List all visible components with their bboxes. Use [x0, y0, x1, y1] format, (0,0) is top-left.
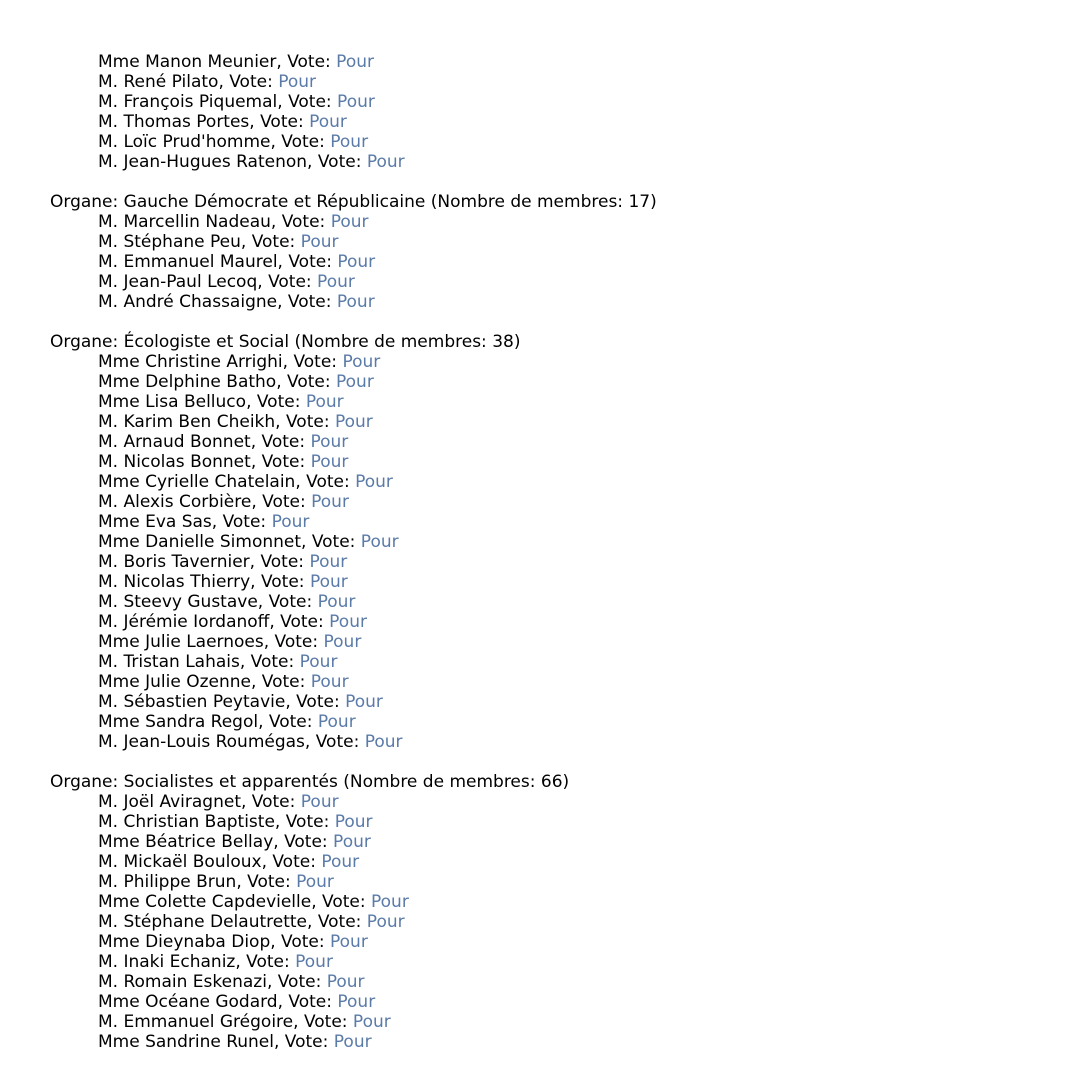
- organe-block: [50, 52, 657, 172]
- member-name: M. Marcellin Nadeau: [98, 212, 271, 232]
- vote-prefix: , Vote:: [250, 672, 311, 692]
- organe-header: [50, 332, 657, 352]
- organe-header: [50, 772, 657, 792]
- vote-prefix: , Vote:: [277, 292, 337, 312]
- member-name: M. Romain Eskenazi: [98, 972, 267, 992]
- vote-value: Pour: [295, 952, 333, 972]
- member-name: Mme Cyrielle Chatelain: [98, 472, 296, 492]
- vote-value: Pour: [278, 72, 317, 92]
- member-row: [50, 972, 657, 992]
- vote-prefix: , Vote:: [270, 932, 331, 952]
- member-row: [50, 1012, 657, 1032]
- member-name: M. Jean-Paul Lecoq: [98, 272, 258, 292]
- member-row: [50, 852, 657, 872]
- vote-value: Pour: [336, 372, 374, 392]
- vote-value: Pour: [317, 712, 356, 732]
- member-row: [50, 392, 657, 412]
- member-row: [50, 472, 657, 492]
- member-row: [50, 52, 657, 72]
- vote-value: Pour: [326, 972, 365, 992]
- vote-prefix: , Vote:: [263, 632, 324, 652]
- member-row: [50, 672, 657, 692]
- vote-value: Pour: [309, 112, 347, 132]
- vote-prefix: , Vote:: [307, 912, 367, 932]
- vote-value: Pour: [310, 432, 349, 452]
- organe-prefix: Organe:: [50, 332, 124, 352]
- member-row: [50, 592, 657, 612]
- vote-value: Pour: [305, 392, 344, 412]
- member-name: M. Jean-Hugues Ratenon: [98, 152, 308, 172]
- member-name: M. Jérémie Iordanoff: [98, 612, 270, 632]
- member-row: [50, 712, 657, 732]
- member-name: M. Arnaud Bonnet: [98, 432, 251, 452]
- member-name: M. Sébastien Peytavie: [98, 692, 286, 712]
- organe-block: [50, 772, 657, 1052]
- organe-prefix: Organe:: [50, 772, 124, 792]
- vote-prefix: , Vote:: [277, 92, 338, 112]
- member-name: M. Nicolas Thierry: [98, 572, 251, 592]
- vote-value: Pour: [334, 412, 373, 432]
- member-name: Mme Julie Ozenne: [98, 672, 251, 692]
- member-name: M. Thomas Portes: [98, 112, 250, 132]
- organe-name: Socialistes et apparentés: [123, 772, 338, 792]
- member-row: [50, 792, 657, 812]
- member-name: Mme Océane Godard: [98, 992, 278, 1012]
- vote-value: Pour: [345, 692, 383, 712]
- member-name: Mme Julie Laernoes: [98, 632, 264, 652]
- member-name: Mme Béatrice Bellay: [98, 832, 274, 852]
- member-name: Mme Christine Arrighi: [98, 352, 283, 372]
- organe-name: Gauche Démocrate et Républicaine: [123, 192, 426, 212]
- vote-prefix: , Vote:: [249, 552, 310, 572]
- member-name: M. Inaki Echaniz: [98, 952, 236, 972]
- member-row: [50, 832, 657, 852]
- member-row: [50, 152, 657, 172]
- vote-prefix: , Vote:: [301, 532, 361, 552]
- vote-prefix: , Vote:: [251, 492, 312, 512]
- vote-value: Pour: [371, 892, 409, 912]
- member-count: 17: [628, 192, 651, 212]
- member-row: [50, 72, 657, 92]
- vote-prefix: , Vote:: [218, 72, 279, 92]
- vote-prefix: , Vote:: [273, 832, 334, 852]
- vote-prefix: , Vote:: [277, 992, 338, 1012]
- vote-value: Pour: [337, 992, 376, 1012]
- vote-value: Pour: [360, 532, 399, 552]
- vote-value: Pour: [366, 912, 405, 932]
- member-row: [50, 272, 657, 292]
- member-name: M. Alexis Corbière: [98, 492, 252, 512]
- vote-prefix: , Vote:: [235, 952, 296, 972]
- vote-prefix: , Vote:: [257, 592, 318, 612]
- vote-value: Pour: [352, 1012, 391, 1032]
- members-prefix: (Nombre de membres:: [289, 332, 493, 352]
- member-row: [50, 112, 657, 132]
- vote-value: Pour: [300, 792, 339, 812]
- member-row: [50, 492, 657, 512]
- member-row: [50, 1032, 657, 1052]
- members-suffix: ): [650, 192, 657, 212]
- member-row: [50, 352, 657, 372]
- vote-value: Pour: [310, 452, 349, 472]
- member-name: M. Jean-Louis Roumégas: [98, 732, 305, 752]
- member-row: [50, 552, 657, 572]
- vote-value: Pour: [333, 1032, 372, 1052]
- vote-prefix: , Vote:: [274, 1032, 334, 1052]
- vote-prefix: , Vote:: [250, 572, 310, 592]
- members-suffix: ): [513, 332, 521, 352]
- vote-value: Pour: [366, 152, 405, 172]
- member-name: M. Stéphane Peu: [98, 232, 241, 252]
- member-name: Mme Lisa Belluco: [98, 392, 247, 412]
- member-row: [50, 432, 657, 452]
- member-name: Mme Dieynaba Diop: [98, 932, 271, 952]
- member-name: Mme Danielle Simonnet: [98, 532, 302, 552]
- vote-value: Pour: [296, 872, 334, 892]
- member-row: [50, 652, 657, 672]
- vote-value: Pour: [336, 292, 375, 312]
- member-row: [50, 232, 657, 252]
- member-name: M. Steevy Gustave: [98, 592, 258, 612]
- vote-prefix: , Vote:: [266, 972, 327, 992]
- vote-value: Pour: [330, 212, 369, 232]
- member-row: [50, 372, 657, 392]
- member-row: [50, 532, 657, 552]
- vote-document: [50, 52, 657, 1052]
- members-suffix: ): [562, 772, 570, 792]
- vote-value: Pour: [330, 932, 368, 952]
- vote-prefix: , Vote:: [311, 892, 371, 912]
- member-name: Mme Colette Capdevielle: [98, 892, 312, 912]
- vote-value: Pour: [337, 92, 375, 112]
- vote-prefix: , Vote:: [285, 692, 346, 712]
- vote-value: Pour: [317, 592, 356, 612]
- member-name: M. André Chassaigne: [98, 292, 278, 312]
- vote-value: Pour: [321, 852, 360, 872]
- member-name: M. Emmanuel Grégoire: [98, 1012, 294, 1032]
- member-row: [50, 452, 657, 472]
- vote-prefix: , Vote:: [276, 52, 337, 72]
- vote-prefix: , Vote:: [239, 652, 300, 672]
- member-name: M. Emmanuel Maurel: [98, 252, 278, 272]
- member-row: [50, 932, 657, 952]
- vote-value: Pour: [271, 512, 310, 532]
- organe-name: Écologiste et Social: [123, 332, 290, 352]
- member-row: [50, 212, 657, 232]
- vote-prefix: , Vote:: [304, 732, 365, 752]
- vote-prefix: , Vote:: [250, 452, 311, 472]
- vote-prefix: , Vote:: [307, 152, 367, 172]
- member-row: [50, 952, 657, 972]
- member-name: M. Karim Ben Cheikh: [98, 412, 276, 432]
- vote-value: Pour: [299, 652, 338, 672]
- vote-prefix: , Vote:: [293, 1012, 353, 1032]
- member-row: [50, 872, 657, 892]
- member-name: M. Christian Baptiste: [98, 812, 275, 832]
- vote-prefix: , Vote:: [240, 232, 301, 252]
- member-count: 66: [540, 772, 563, 792]
- vote-value: Pour: [336, 52, 374, 72]
- member-name: Mme Delphine Batho: [98, 372, 277, 392]
- member-row: [50, 812, 657, 832]
- member-name: Mme Sandra Regol: [98, 712, 259, 732]
- vote-prefix: , Vote:: [249, 112, 310, 132]
- member-row: [50, 252, 657, 272]
- member-name: M. Nicolas Bonnet: [98, 452, 251, 472]
- vote-prefix: , Vote:: [236, 872, 297, 892]
- vote-value: Pour: [329, 612, 367, 632]
- vote-prefix: , Vote:: [282, 352, 343, 372]
- vote-value: Pour: [364, 732, 403, 752]
- members-prefix: (Nombre de membres:: [425, 192, 629, 212]
- vote-value: Pour: [330, 132, 369, 152]
- member-row: [50, 612, 657, 632]
- member-row: [50, 512, 657, 532]
- vote-prefix: , Vote:: [275, 412, 335, 432]
- vote-prefix: , Vote:: [277, 252, 338, 272]
- member-row: [50, 692, 657, 712]
- vote-prefix: , Vote:: [258, 712, 318, 732]
- vote-prefix: , Vote:: [261, 852, 322, 872]
- member-name: M. Mickaël Bouloux: [98, 852, 262, 872]
- vote-value: Pour: [342, 352, 381, 372]
- vote-prefix: , Vote:: [241, 792, 301, 812]
- vote-prefix: , Vote:: [270, 132, 331, 152]
- member-name: M. Tristan Lahais: [98, 652, 240, 672]
- vote-value: Pour: [300, 232, 339, 252]
- organe-block: [50, 332, 657, 752]
- member-name: M. Boris Tavernier: [98, 552, 250, 572]
- member-row: [50, 632, 657, 652]
- member-row: [50, 572, 657, 592]
- members-prefix: (Nombre de membres:: [337, 772, 541, 792]
- member-row: [50, 412, 657, 432]
- vote-prefix: , Vote:: [246, 392, 306, 412]
- member-row: [50, 292, 657, 312]
- vote-prefix: , Vote:: [274, 812, 335, 832]
- member-name: Mme Eva Sas: [98, 512, 212, 532]
- vote-value: Pour: [323, 632, 362, 652]
- vote-prefix: , Vote:: [269, 612, 330, 632]
- member-row: [50, 992, 657, 1012]
- organe-prefix: Organe:: [50, 192, 124, 212]
- organe-header: [50, 192, 657, 212]
- vote-value: Pour: [310, 672, 349, 692]
- vote-value: Pour: [355, 472, 393, 492]
- vote-value: Pour: [337, 252, 376, 272]
- member-row: [50, 92, 657, 112]
- member-name: M. François Piquemal: [98, 92, 278, 112]
- vote-prefix: , Vote:: [270, 212, 331, 232]
- member-row: [50, 732, 657, 752]
- member-row: [50, 892, 657, 912]
- member-row: [50, 132, 657, 152]
- member-name: M. Stéphane Delautrette: [98, 912, 308, 932]
- organe-block: [50, 192, 657, 312]
- vote-value: Pour: [311, 492, 349, 512]
- vote-prefix: , Vote:: [276, 372, 336, 392]
- member-count: 38: [492, 332, 514, 352]
- member-name: M. Joël Aviragnet: [98, 792, 241, 812]
- vote-value: Pour: [309, 552, 348, 572]
- vote-value: Pour: [309, 572, 348, 592]
- member-name: M. Philippe Brun: [98, 872, 237, 892]
- vote-prefix: , Vote:: [211, 512, 272, 532]
- vote-value: Pour: [334, 812, 373, 832]
- vote-prefix: , Vote:: [250, 432, 311, 452]
- member-name: M. René Pilato: [98, 72, 219, 92]
- member-name: Mme Manon Meunier: [98, 52, 277, 72]
- vote-value: Pour: [317, 272, 355, 292]
- member-row: [50, 912, 657, 932]
- vote-prefix: , Vote:: [257, 272, 318, 292]
- vote-value: Pour: [333, 832, 371, 852]
- member-name: Mme Sandrine Runel: [98, 1032, 274, 1052]
- vote-prefix: , Vote:: [295, 472, 356, 492]
- member-name: M. Loïc Prud'homme: [98, 132, 271, 152]
